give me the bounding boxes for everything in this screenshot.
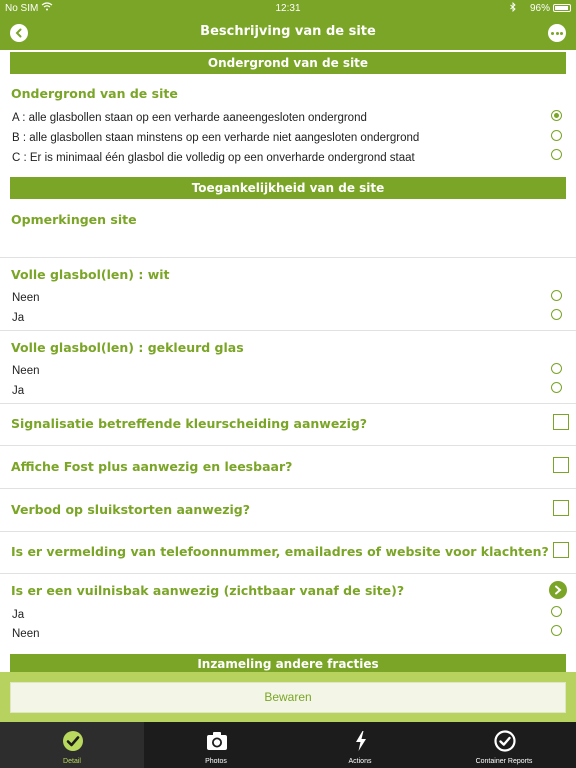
more-dot-icon bbox=[551, 32, 554, 35]
divider bbox=[0, 330, 576, 331]
divider bbox=[0, 573, 576, 574]
checkbox-vermelding[interactable] bbox=[553, 542, 569, 558]
navigation-bar bbox=[0, 0, 576, 50]
opmerkingen-input[interactable] bbox=[10, 228, 566, 256]
option-volle-gekleurd-neen[interactable]: Neen bbox=[12, 365, 40, 377]
battery-icon bbox=[553, 4, 571, 12]
radio-ondergrond-c[interactable] bbox=[551, 149, 562, 160]
option-volle-wit-ja[interactable]: Ja bbox=[12, 312, 25, 324]
divider bbox=[0, 403, 576, 404]
section-header-ondergrond: Ondergrond van de site bbox=[10, 52, 566, 74]
question-title-signalisatie: Signalisatie betreffende kleurscheiding aanwezig? bbox=[11, 416, 368, 431]
divider bbox=[0, 488, 576, 489]
section-header-inzameling: Inzameling andere fracties bbox=[10, 654, 566, 672]
tab-label: Photos bbox=[205, 758, 227, 765]
check-circle-icon bbox=[494, 730, 516, 752]
question-title-volle-wit: Volle glasbol(len) : wit bbox=[11, 267, 170, 282]
tab-label: Actions bbox=[348, 758, 372, 765]
radio-volle-gekleurd-ja[interactable] bbox=[551, 382, 562, 393]
radio-ondergrond-b[interactable] bbox=[551, 130, 562, 141]
status-bar bbox=[0, 0, 576, 16]
bluetooth-icon bbox=[510, 2, 516, 14]
radio-volle-wit-neen[interactable] bbox=[551, 290, 562, 301]
option-volle-wit-neen[interactable]: Neen bbox=[12, 292, 40, 304]
option-ondergrond-c[interactable]: C : Er is minimaal één glasbol die volledig op een onverharde ondergrond staat bbox=[12, 152, 415, 164]
option-volle-gekleurd-ja[interactable]: Ja bbox=[12, 385, 25, 397]
question-title-verbod: Verbod op sluikstorten aanwezig? bbox=[11, 502, 251, 517]
checkbox-affiche[interactable] bbox=[553, 457, 569, 473]
chevron-right-icon bbox=[554, 585, 562, 595]
more-options-button[interactable] bbox=[548, 24, 566, 42]
radio-vuilnisbak-ja[interactable] bbox=[551, 606, 562, 617]
more-dot-icon bbox=[560, 32, 563, 35]
save-button[interactable]: Bewaren bbox=[10, 682, 566, 713]
option-ondergrond-a[interactable]: A : alle glasbollen staan op een verharde aaneengesloten ondergrond bbox=[12, 112, 367, 124]
battery-percent: 96% bbox=[529, 3, 550, 14]
divider bbox=[0, 257, 576, 258]
carrier-label: No SIM bbox=[5, 3, 39, 14]
section-header-toegankelijkheid: Toegankelijkheid van de site bbox=[10, 177, 566, 199]
tab-bar bbox=[0, 722, 576, 768]
save-bar bbox=[0, 672, 576, 722]
tab-photos[interactable] bbox=[144, 722, 288, 768]
tab-detail[interactable] bbox=[0, 722, 144, 768]
question-title-affiche: Affiche Fost plus aanwezig en leesbaar? bbox=[11, 459, 293, 474]
tab-label: Container Reports bbox=[475, 758, 533, 765]
radio-volle-gekleurd-neen[interactable] bbox=[551, 363, 562, 374]
divider bbox=[0, 531, 576, 532]
question-title-opmerkingen: Opmerkingen site bbox=[11, 212, 137, 227]
divider bbox=[0, 445, 576, 446]
tab-label: Detail bbox=[63, 758, 81, 765]
tab-container-reports[interactable] bbox=[432, 722, 576, 768]
radio-volle-wit-ja[interactable] bbox=[551, 309, 562, 320]
question-title-ondergrond: Ondergrond van de site bbox=[11, 86, 178, 101]
more-dot-icon bbox=[556, 32, 559, 35]
checkbox-verbod[interactable] bbox=[553, 500, 569, 516]
radio-ondergrond-a[interactable] bbox=[551, 110, 562, 121]
checkbox-signalisatie[interactable] bbox=[553, 414, 569, 430]
option-ondergrond-b[interactable]: B : alle glasbollen staan minstens op een verharde niet aangesloten ondergrond bbox=[12, 132, 420, 144]
question-title-vuilnisbak: Is er een vuilnisbak aanwezig (zichtbaar vanaf de site)? bbox=[11, 583, 405, 598]
option-vuilnisbak-neen[interactable]: Neen bbox=[12, 628, 40, 640]
expand-vuilnisbak-button[interactable] bbox=[549, 581, 567, 599]
question-title-vermelding: Is er vermelding van telefoonnummer, emailadres of website voor klachten? bbox=[11, 544, 549, 559]
lightning-icon bbox=[350, 730, 372, 752]
check-circle-icon bbox=[62, 730, 84, 752]
option-vuilnisbak-ja[interactable]: Ja bbox=[12, 609, 25, 621]
question-title-volle-gekleurd: Volle glasbol(len) : gekleurd glas bbox=[11, 340, 244, 355]
camera-icon bbox=[206, 730, 228, 752]
radio-vuilnisbak-neen[interactable] bbox=[551, 625, 562, 636]
tab-actions[interactable] bbox=[288, 722, 432, 768]
page-title: Beschrijving van de site bbox=[200, 24, 376, 39]
clock: 12:31 bbox=[275, 3, 301, 14]
